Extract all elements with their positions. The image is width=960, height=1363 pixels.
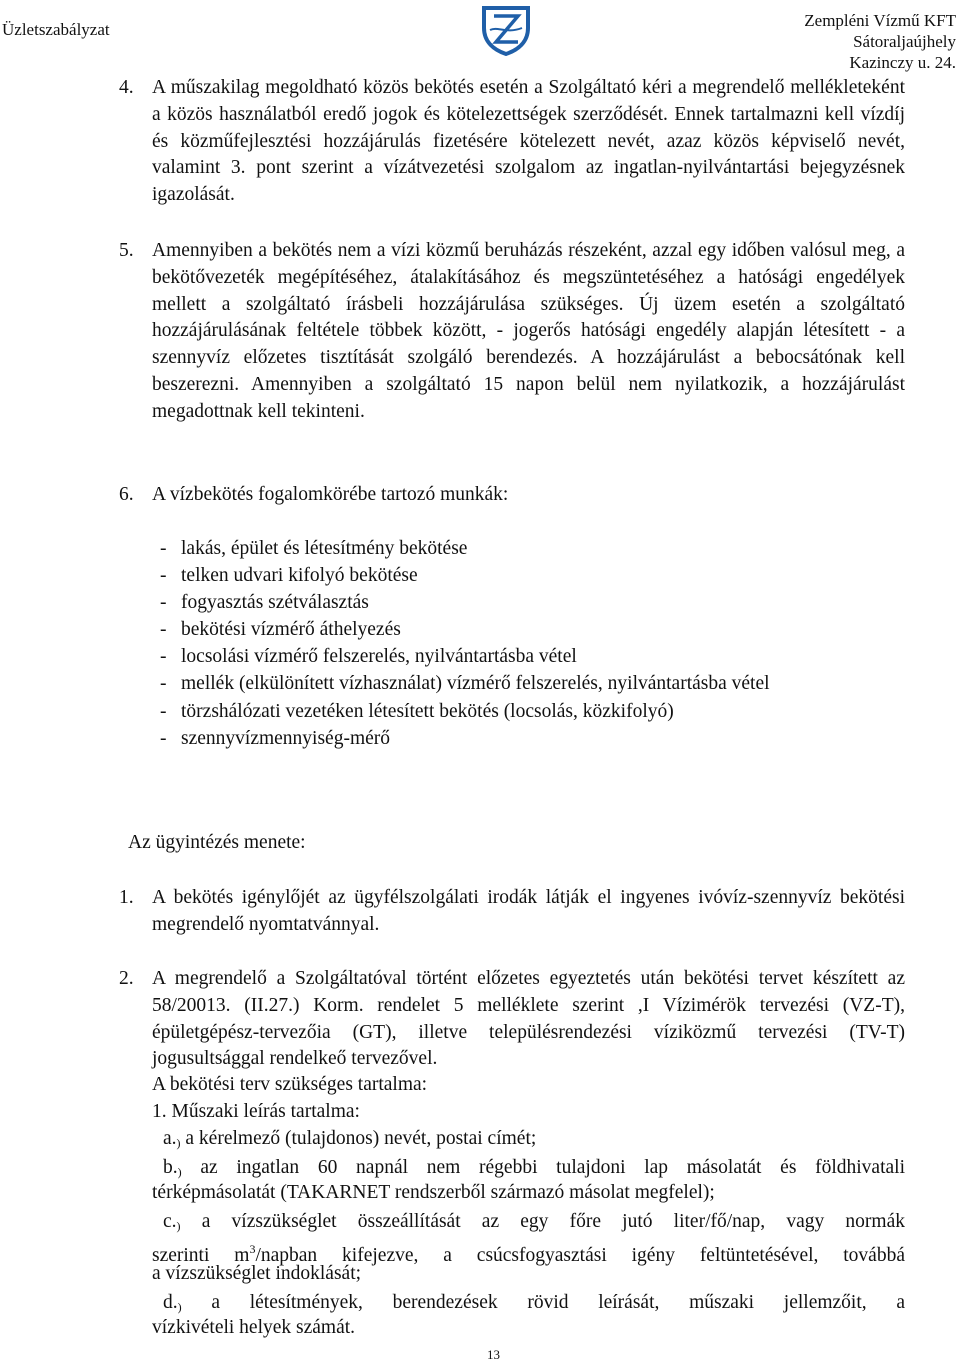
- paragraph-4-text: A műszakilag megoldható közös bekötés esetén a Szolgáltató kéri a megrendelő mellékleteként a közös használatból eredő jogok és kötelezettségek szerződését. Ennek tartalmazni kell vízdíj és közműfejlesztési hozzájárulás fizetésére kötelezett nevét, azaz közös képviselő nevét, valamint 3. pont szerint a vízátvezetési szolgalom az ingatlan-nyilvántartási bejegyzésnek igazolását.: [152, 77, 905, 206]
- list-dash: -: [160, 646, 167, 668]
- company-name: Zempléni Vízmű KFT: [804, 11, 956, 30]
- paragraph-4-number: 4.: [119, 77, 134, 98]
- step-2: [119, 966, 905, 1073]
- header-left-title: Üzletszabályzat: [2, 20, 110, 39]
- item-d-line1-text: a létesítmények, berendezések rövid leírását, műszaki jellemzőit, a: [211, 1292, 905, 1313]
- list-item: [160, 589, 770, 616]
- company-city: Sátoraljaújhely: [853, 32, 956, 51]
- list-dash: -: [160, 565, 167, 587]
- item-c-paren: ): [176, 1219, 181, 1233]
- step-1: [119, 885, 905, 939]
- paragraph-4: [119, 75, 905, 209]
- technical-description-title: 1. Műszaki leírás tartalma:: [152, 1101, 360, 1122]
- item-c-label: c.: [163, 1211, 177, 1232]
- list-item: [160, 535, 770, 562]
- header-company-block: [804, 10, 956, 73]
- paragraph-5: [119, 238, 905, 426]
- list-item-text: locsolási vízmérő felszerelés, nyilvántartásba vétel: [181, 646, 577, 668]
- list-item-text: telken udvari kifolyó bekötése: [181, 565, 418, 587]
- list-item: [160, 698, 770, 725]
- item-a: [163, 1128, 536, 1151]
- paragraph-6: [119, 482, 905, 509]
- item-d-line-2: vízkivételi helyek számát.: [152, 1317, 356, 1338]
- item-c-line-3: a vízszükséglet indoklását;: [152, 1263, 362, 1284]
- list-dash: -: [160, 592, 167, 614]
- list-dash: -: [160, 619, 167, 641]
- list-item: [160, 670, 770, 697]
- list-item-text: szennyvízmennyiség-mérő: [181, 727, 391, 749]
- item-c-line2-post: /napban kifejezve, a csúcsfogyasztási igény feltüntetésével, továbbá: [255, 1245, 905, 1266]
- step-1-text: A bekötés igénylőjét az ügyfélszolgálati irodák látják el ingyenes ivóvíz-szennyvíz bekötési megrendelő nyomtatvánnyal.: [152, 887, 905, 935]
- list-item-text: fogyasztás szétválasztás: [181, 592, 369, 614]
- list-item: [160, 643, 770, 670]
- item-a-paren: ): [176, 1136, 181, 1150]
- process-title: Az ügyintézés menete:: [128, 832, 306, 853]
- step-1-number: 1.: [119, 887, 134, 908]
- list-dash: -: [160, 700, 167, 722]
- work-types-list: [160, 535, 770, 752]
- list-item-text: mellék (elkülönített vízhasználat) vízmérő felszerelés, nyilvántartásba vétel: [181, 673, 770, 695]
- item-a-label: a.: [163, 1128, 177, 1149]
- plan-content-title: A bekötési terv szükséges tartalma:: [152, 1074, 428, 1095]
- item-d-label: d.: [163, 1292, 178, 1313]
- list-dash: -: [160, 727, 167, 749]
- item-b-paren: ): [177, 1165, 182, 1179]
- item-b-label: b.: [163, 1157, 178, 1178]
- company-address: Kazinczy u. 24.: [849, 53, 956, 72]
- paragraph-6-number: 6.: [119, 484, 134, 505]
- item-c-line1-text: a vízszükséglet összeállítását az egy főre jutó liter/fő/nap, vagy normák: [201, 1211, 905, 1232]
- list-item: [160, 725, 770, 752]
- list-item-text: törzshálózati vezetéken létesített bekötés (locsolás, közkifolyó): [181, 700, 674, 722]
- step-2-number: 2.: [119, 968, 134, 989]
- item-c-line2-pre: szerinti m: [152, 1245, 250, 1266]
- item-b-line1-text: az ingatlan 60 napnál nem régebbi tulajdoni lap másolatát és földhivatali: [200, 1157, 905, 1178]
- page-number: 13: [487, 1347, 500, 1362]
- item-c-superscript: 3: [249, 1242, 256, 1256]
- item-a-text: a kérelmező (tulajdonos) nevét, postai címét;: [185, 1128, 537, 1149]
- list-item-text: bekötési vízmérő áthelyezés: [181, 619, 401, 641]
- item-b-line-2: térképmásolatát (TAKARNET rendszerből származó másolat megfelel);: [152, 1182, 715, 1203]
- paragraph-5-number: 5.: [119, 240, 134, 261]
- list-item: [160, 616, 770, 643]
- list-dash: -: [160, 673, 167, 695]
- company-logo-icon: [478, 2, 534, 56]
- item-d-paren: ): [177, 1300, 182, 1314]
- paragraph-5-text: Amennyiben a bekötés nem a vízi közmű beruházás részeként, azzal egy időben valósul meg, a bekötővezeték megépítéséhez, átalakításához és megszüntetéséhez a hatósági engedélyek mellett a szolgáltató írásbeli hozzájárulása szükséges. Új üzem esetén a szolgáltató hozzájárulásának feltétele többek között, - jogerős hatósági engedély alapján létesített - a szennyvíz előzetes tisztítását szolgáló berendezés. A hozzájárulást a bebocsátónak kell beszerezni. Amennyiben a szolgáltató 15 napon belül nem nyilatkozik, a hozzájárulást megadottnak kell tekinteni.: [152, 240, 905, 422]
- list-dash: -: [160, 538, 167, 559]
- step-2-text: A megrendelő a Szolgáltatóval történt előzetes egyeztetés után bekötési tervet készített az 58/20013. (II.27.) Korm. rendelet 5 melléklete szerint ,I Vízimérök tervezési (VZ-T), épületgépész-tervezőia (GT), illetve településrendezési víziközmű tervezési (TV-T) jogusultsággal rendelkeő tervezővel.: [152, 968, 905, 1070]
- list-item: [160, 562, 770, 589]
- paragraph-6-text: A vízbekötés fogalomkörébe tartozó munkák:: [152, 484, 509, 505]
- list-item-text: lakás, épület és létesítmény bekötése: [181, 538, 468, 559]
